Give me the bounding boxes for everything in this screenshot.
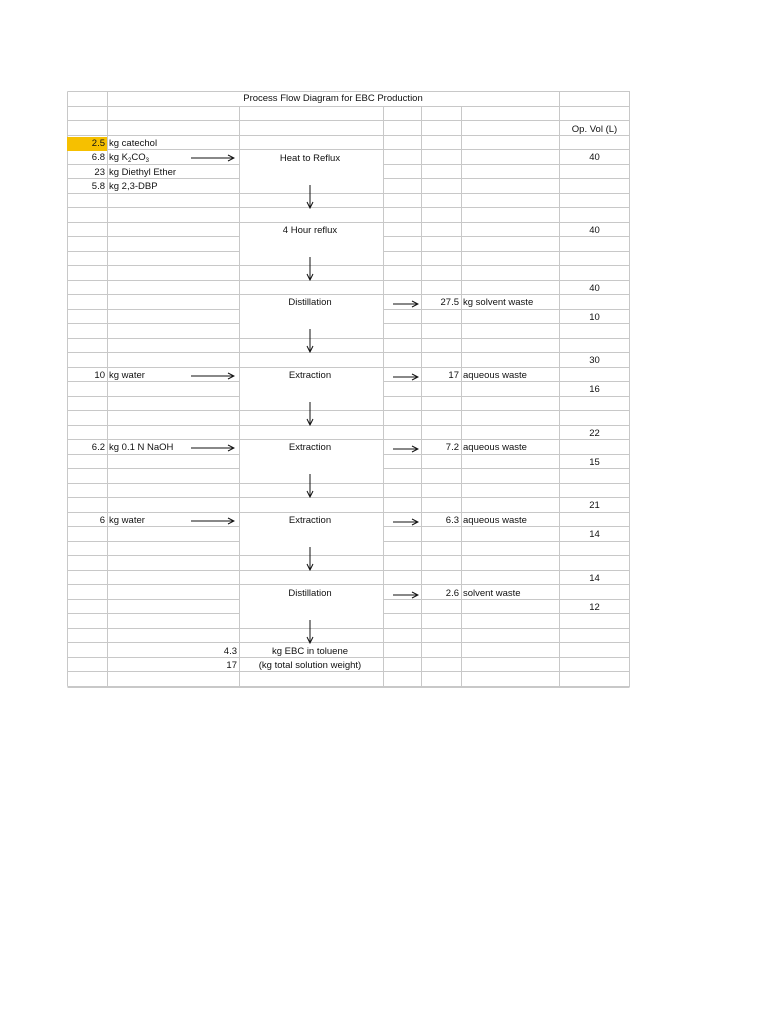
- waste2-qty[interactable]: 17: [448, 370, 459, 381]
- op-vol-2[interactable]: 40: [589, 225, 600, 236]
- op-vol-header: Op. Vol (L): [571, 124, 618, 135]
- water1-label: kg water: [109, 370, 145, 381]
- sheet-title: Process Flow Diagram for EBC Production: [243, 93, 423, 104]
- water2-label: kg water: [109, 515, 145, 526]
- k2co3-qty[interactable]: 6.8: [91, 152, 105, 163]
- op-vol-6[interactable]: 16: [589, 384, 600, 395]
- arrow-right-icon: [393, 518, 419, 526]
- total-qty[interactable]: 17: [226, 660, 237, 671]
- arrow-down-icon: [306, 329, 314, 353]
- water2-qty[interactable]: 6: [99, 515, 105, 526]
- naoh-qty[interactable]: 6.2: [91, 442, 105, 453]
- waste3-label: aqueous waste: [463, 442, 527, 453]
- arrow-down-icon: [306, 547, 314, 571]
- ether-qty[interactable]: 23: [94, 167, 105, 178]
- arrow-down-icon: [306, 402, 314, 426]
- op-vol-1[interactable]: 40: [589, 152, 600, 163]
- process-flow-sheet: [67, 91, 630, 688]
- arrow-down-icon: [306, 185, 314, 209]
- arrow-down-icon: [306, 257, 314, 281]
- naoh-label: kg 0.1 N NaOH: [109, 442, 174, 453]
- ebc-qty[interactable]: 4.3: [223, 646, 237, 657]
- step-extraction-2: Extraction: [288, 442, 332, 453]
- arrow-right-icon: [191, 517, 235, 525]
- step-distillation-2: Distillation: [288, 588, 332, 599]
- step-extraction-1: Extraction: [288, 370, 332, 381]
- op-vol-5[interactable]: 30: [589, 355, 600, 366]
- arrow-right-icon: [393, 445, 419, 453]
- arrow-down-icon: [306, 620, 314, 644]
- arrow-right-icon: [393, 373, 419, 381]
- waste3-qty[interactable]: 7.2: [445, 442, 459, 453]
- waste4-label: aqueous waste: [463, 515, 527, 526]
- waste1-qty[interactable]: 27.5: [440, 297, 459, 308]
- op-vol-12[interactable]: 12: [589, 602, 600, 613]
- waste1-label: kg solvent waste: [463, 297, 534, 308]
- op-vol-8[interactable]: 15: [589, 457, 600, 468]
- op-vol-3[interactable]: 40: [589, 283, 600, 294]
- arrow-right-icon: [393, 300, 419, 308]
- step-heat-to-reflux: Heat to Reflux: [279, 153, 341, 164]
- step-4-hour-reflux: 4 Hour reflux: [282, 225, 338, 236]
- arrow-right-icon: [393, 591, 419, 599]
- dbp-label: kg 2,3-DBP: [109, 181, 158, 192]
- waste5-qty[interactable]: 2.6: [445, 588, 459, 599]
- arrow-right-icon: [191, 444, 235, 452]
- waste4-qty[interactable]: 6.3: [445, 515, 459, 526]
- total-label: (kg total solution weight): [258, 660, 362, 671]
- op-vol-9[interactable]: 21: [589, 500, 600, 511]
- waste5-label: solvent waste: [463, 588, 521, 599]
- waste2-label: aqueous waste: [463, 370, 527, 381]
- arrow-down-icon: [306, 474, 314, 498]
- arrow-right-icon: [191, 372, 235, 380]
- op-vol-10[interactable]: 14: [589, 529, 600, 540]
- catechol-qty[interactable]: 2.5: [67, 137, 107, 151]
- catechol-label: kg catechol: [109, 138, 158, 149]
- op-vol-4[interactable]: 10: [589, 312, 600, 323]
- dbp-qty[interactable]: 5.8: [91, 181, 105, 192]
- op-vol-7[interactable]: 22: [589, 428, 600, 439]
- step-distillation-1: Distillation: [288, 297, 332, 308]
- k2co3-label: kg $K_2CO_3$: [109, 152, 149, 164]
- water1-qty[interactable]: 10: [94, 370, 105, 381]
- ebc-label: kg EBC in toluene: [271, 646, 349, 657]
- step-extraction-3: Extraction: [288, 515, 332, 526]
- arrow-right-icon: [191, 154, 235, 162]
- ether-label: kg Diethyl Ether: [109, 167, 177, 178]
- op-vol-11[interactable]: 14: [589, 573, 600, 584]
